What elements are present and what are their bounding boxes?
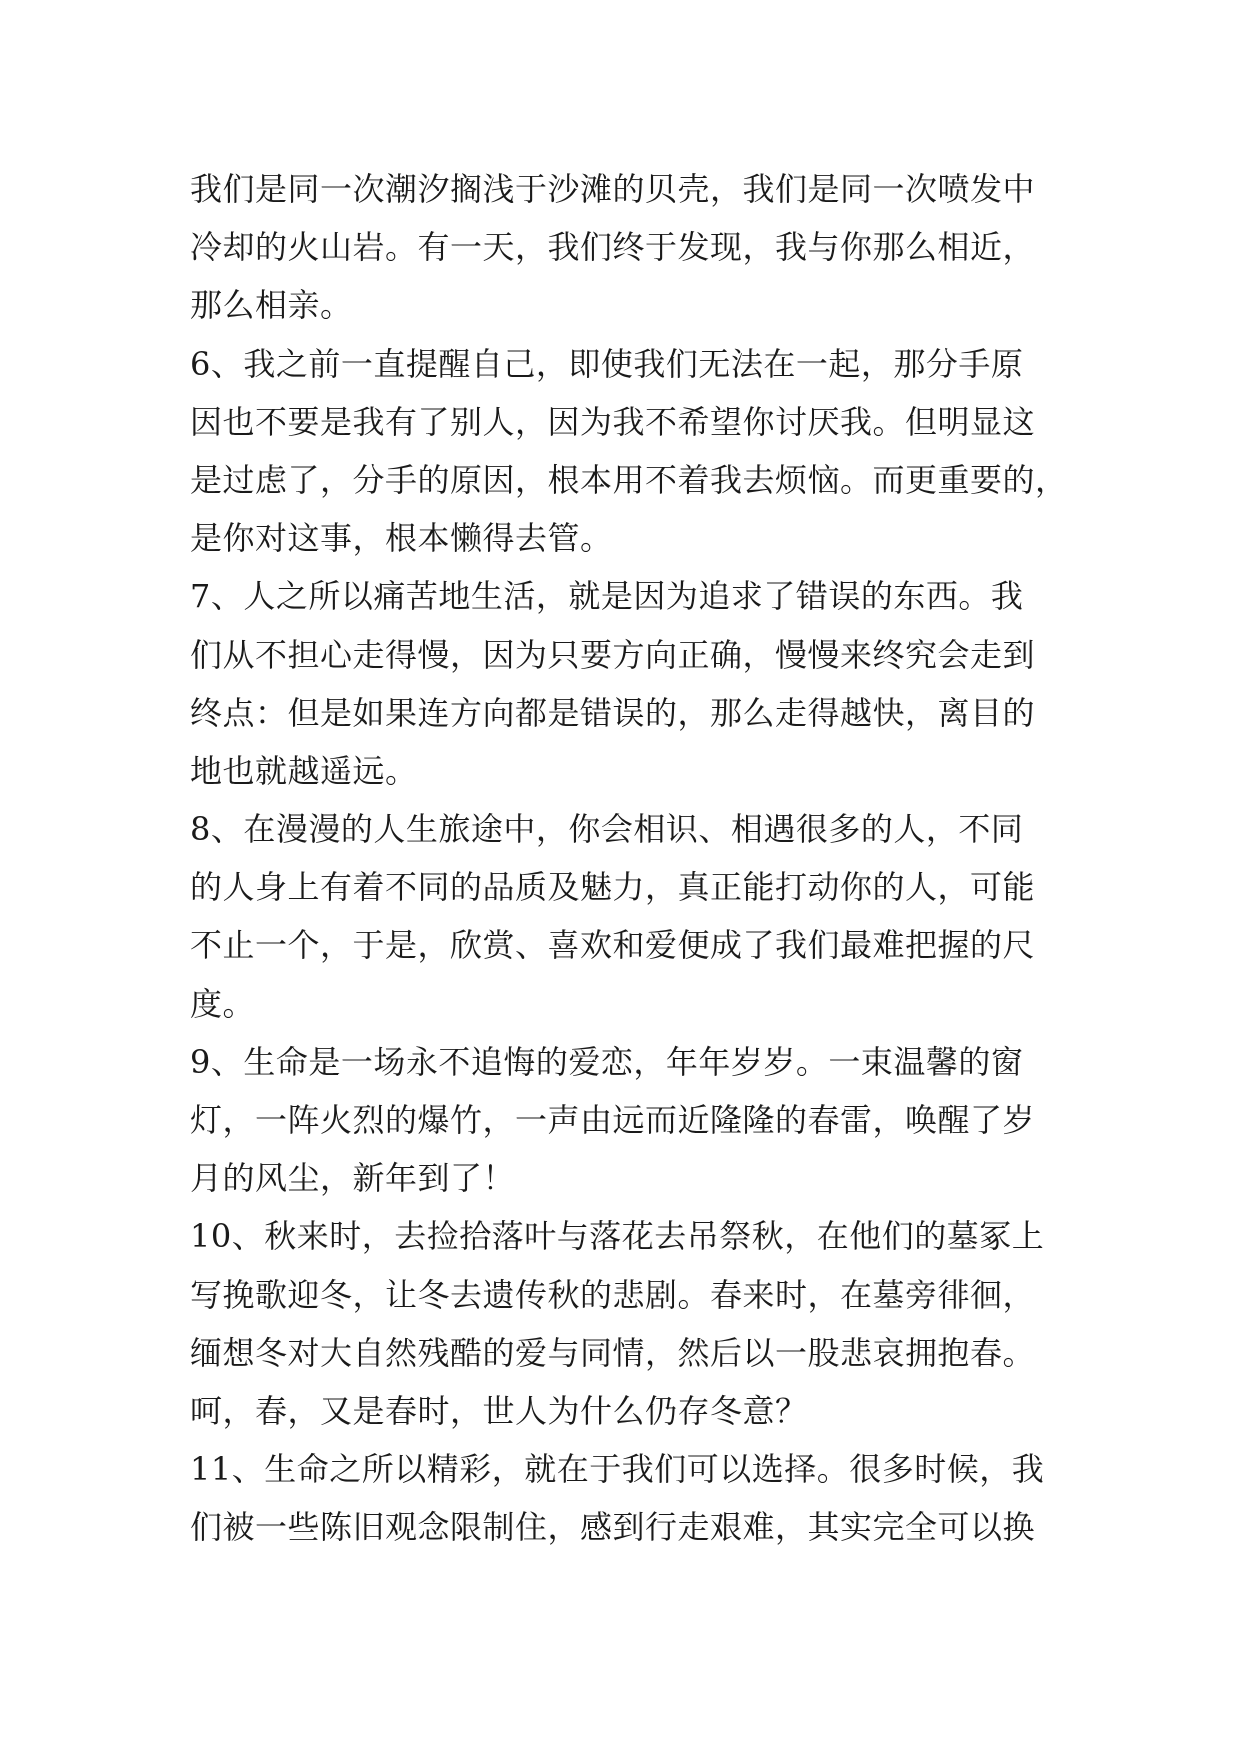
text-line: 是过虑了，分手的原因，根本用不着我去烦恼。而更重要的，	[190, 460, 1068, 499]
text-line: 9、生命是一场永不追悔的爱恋，年年岁岁。一束温馨的窗	[190, 1042, 1024, 1081]
text-line: 不止一个，于是，欣赏、喜欢和爱便成了我们最难把握的尺	[190, 926, 1036, 965]
text-line: 那么相亲。	[190, 286, 353, 325]
text-line: 因也不要是我有了别人，因为我不希望你讨厌我。但明显这	[190, 402, 1036, 441]
text-line: 们被一些陈旧观念限制住，感到行走艰难，其实完全可以换	[190, 1508, 1036, 1547]
text-line: 我们是同一次潮汐搁浅于沙滩的贝壳，我们是同一次喷发中	[190, 170, 1036, 208]
text-line: 冷却的火山岩。有一天，我们终于发现，我与你那么相近，	[190, 228, 1036, 267]
text-line: 地也就越遥远。	[190, 751, 418, 790]
text-line: 月的风尘，新年到了！	[190, 1159, 516, 1198]
text-line: 8、在漫漫的人生旅途中，你会相识、相遇很多的人，不同	[190, 810, 1024, 849]
text-line: 写挽歌迎冬，让冬去遗传秋的悲剧。春来时，在墓旁徘徊，	[190, 1275, 1036, 1314]
text-line: 的人身上有着不同的品质及魅力，真正能打动你的人，可能	[190, 868, 1036, 907]
text-line: 缅想冬对大自然残酷的爱与同情，然后以一股悲哀拥抱春。	[190, 1333, 1036, 1372]
text-line: 6、我之前一直提醒自己，即使我们无法在一起，那分手原	[190, 344, 1024, 383]
text-line: 们从不担心走得慢，因为只要方向正确，慢慢来终究会走到	[190, 635, 1036, 674]
text-line: 11、生命之所以精彩，就在于我们可以选择。很多时候，我	[190, 1450, 1045, 1489]
text-line: 度。	[190, 984, 256, 1023]
document-body	[190, 160, 1070, 1557]
text-line: 呵，春，又是春时，世人为什么仍存冬意？	[190, 1391, 808, 1430]
text-line: 灯，一阵火烈的爆竹，一声由远而近隆隆的春雷，唤醒了岁	[190, 1101, 1036, 1139]
text-line: 是你对这事，根本懒得去管。	[190, 519, 613, 558]
text-line: 终点：但是如果连方向都是错误的，那么走得越快，离目的	[190, 693, 1036, 732]
text-line: 7、人之所以痛苦地生活，就是因为追求了错误的东西。我	[190, 577, 1024, 616]
text-line: 10、秋来时，去捡拾落叶与落花去吊祭秋，在他们的墓冢上	[190, 1217, 1045, 1256]
